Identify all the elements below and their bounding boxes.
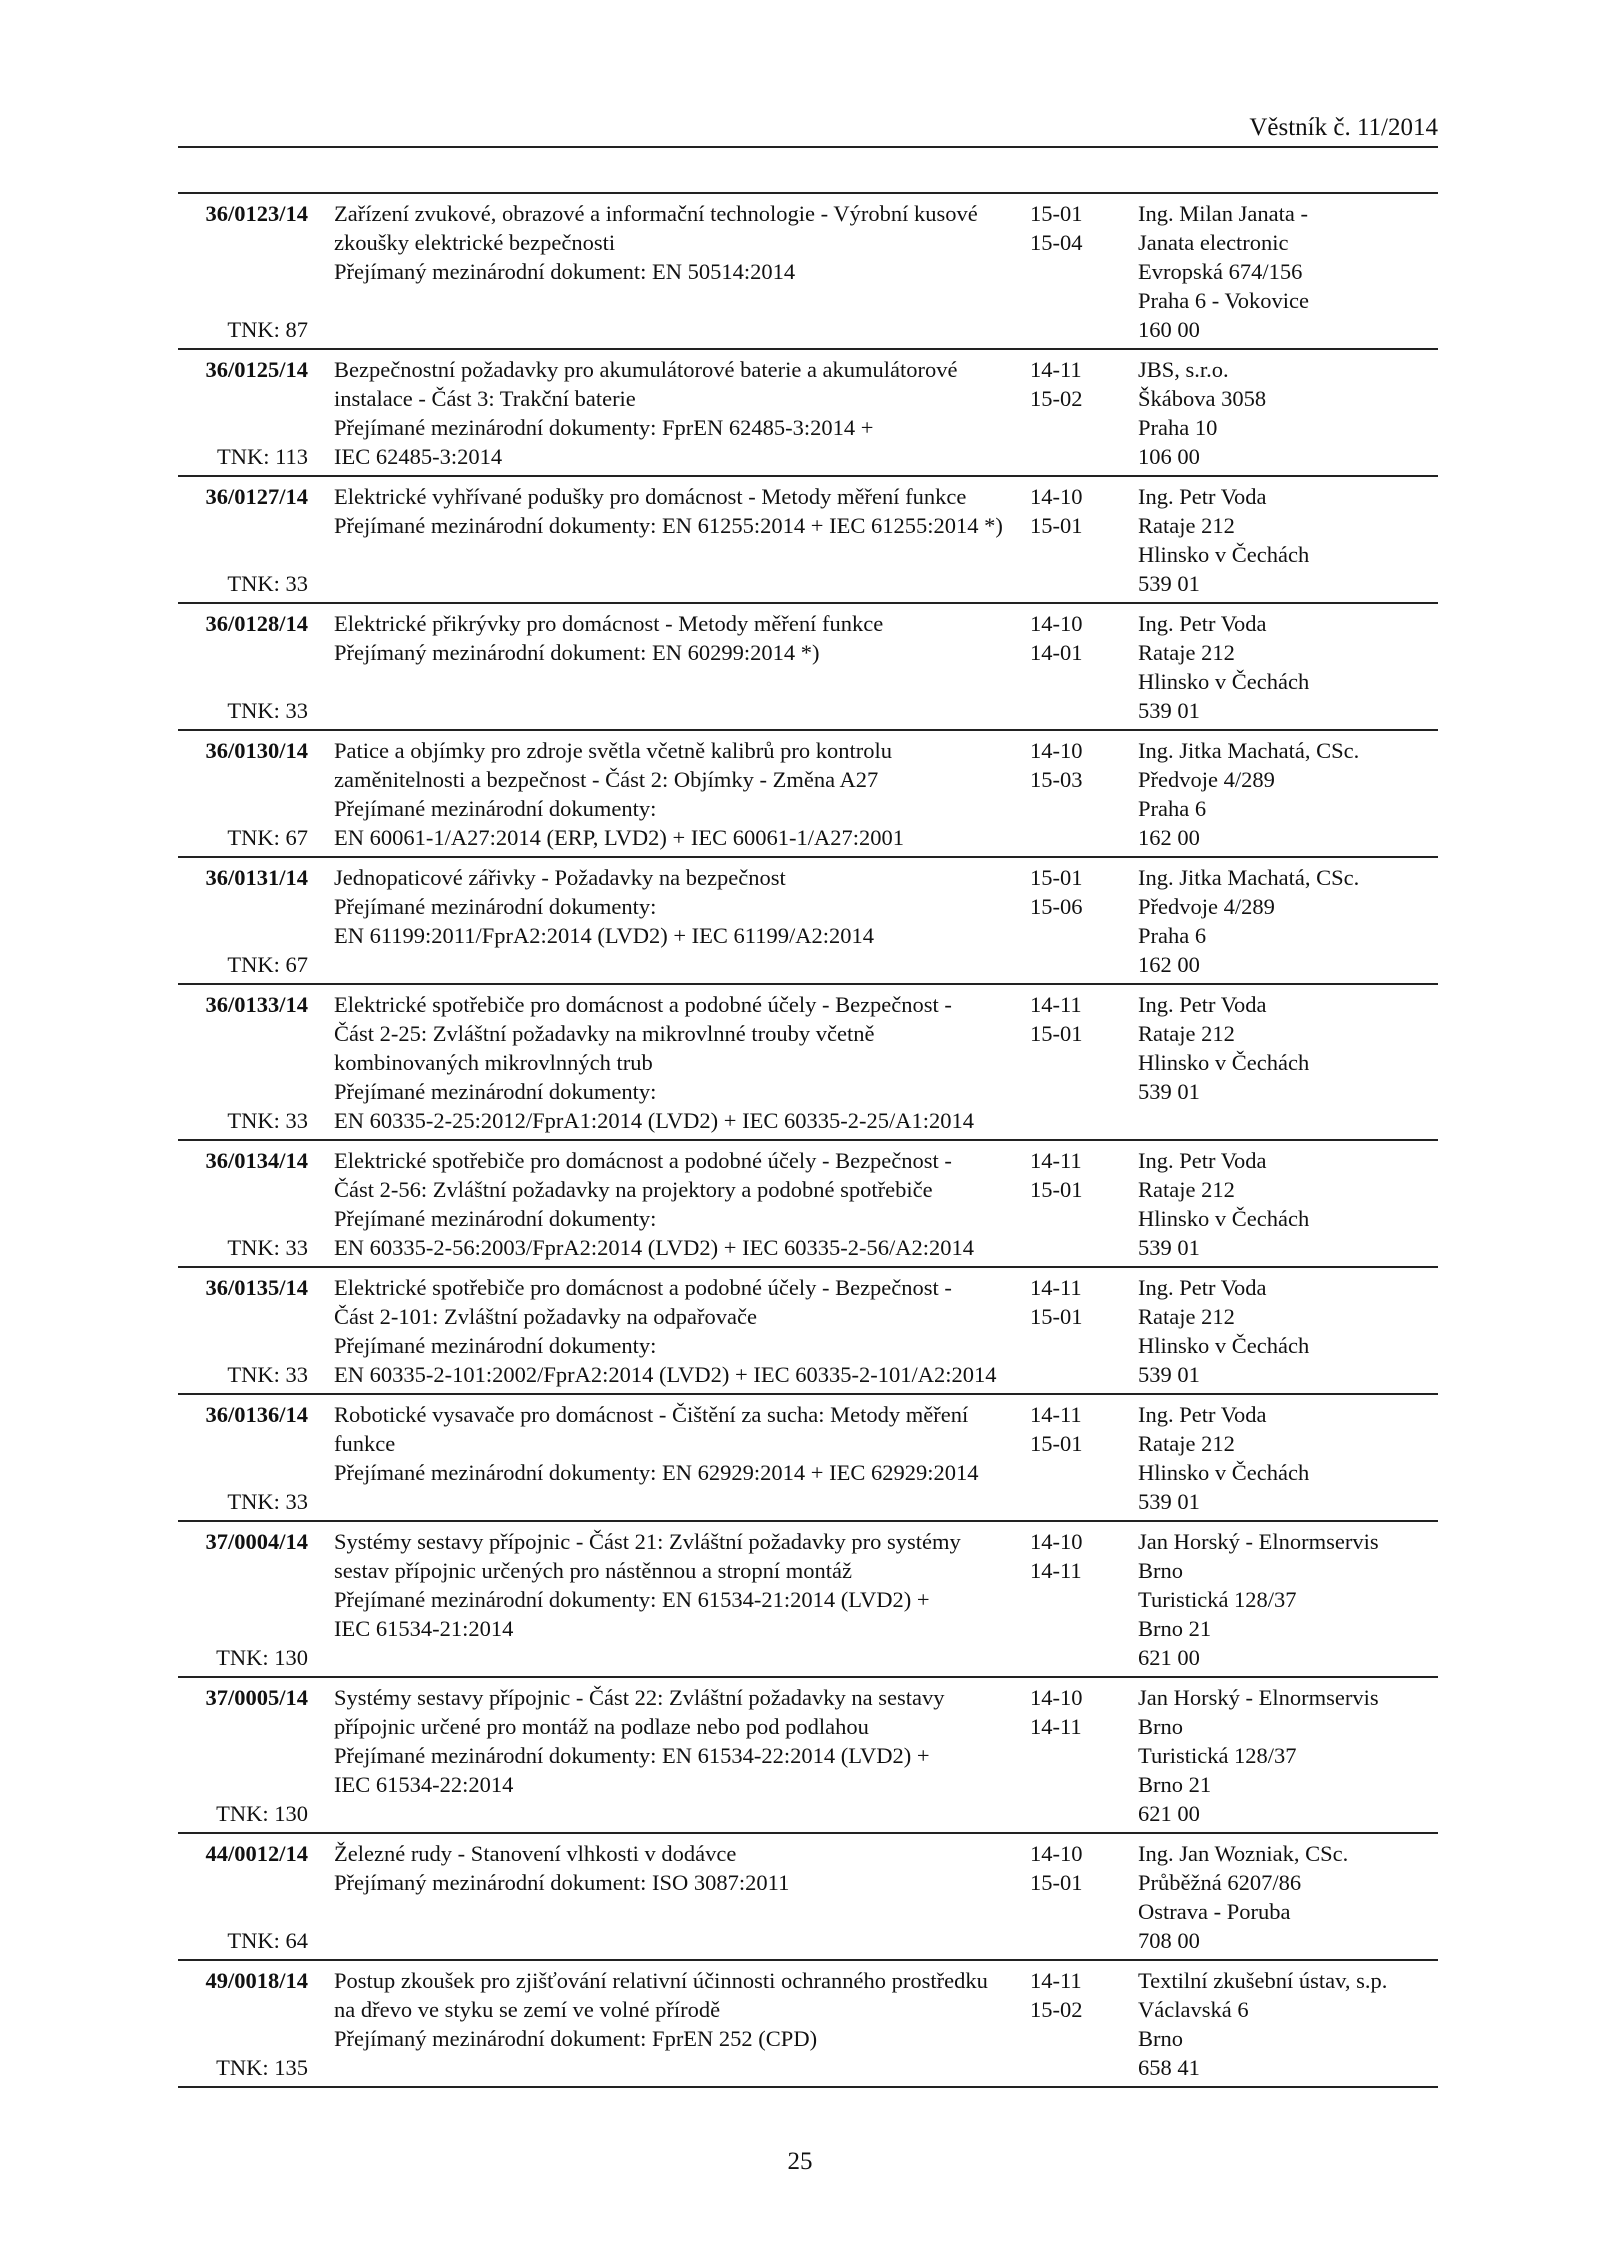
tnk-label: TNK: 64 (227, 1928, 308, 1953)
date-line: 15-01 (1030, 1870, 1083, 1895)
description-line: Patice a objímky pro zdroje světla včetně kalibrů pro kontrolu (334, 738, 892, 763)
description-cell (334, 1683, 1024, 1828)
description-line: zaměnitelnosti a bezpečnost - Část 2: Objímky - Změna A27 (334, 767, 879, 792)
date-line: 15-01 (1030, 865, 1083, 890)
date-line: 14-10 (1030, 738, 1083, 763)
standard-number: 36/0125/14 (205, 357, 308, 382)
date-line: 14-11 (1030, 1714, 1082, 1739)
table-row (178, 350, 1438, 477)
description-line: Přejímaný mezinárodní dokument: ISO 3087:2011 (334, 1870, 790, 1895)
tnk-label: TNK: 113 (216, 444, 308, 469)
standard-number: 36/0133/14 (205, 992, 308, 1017)
contact-line: Ing. Milan Janata - (1138, 201, 1308, 226)
description-line: Elektrické spotřebiče pro domácnost a podobné účely - Bezpečnost - (334, 1148, 952, 1173)
contact-cell (1138, 1527, 1438, 1672)
dates-cell (1030, 1683, 1120, 1828)
contact-cell (1138, 1683, 1438, 1828)
standard-id-cell (178, 609, 308, 725)
description-line: Přejímaný mezinárodní dokument: FprEN 252 (CPD) (334, 2026, 818, 2051)
description-line: Přejímané mezinárodní dokumenty: (334, 1206, 657, 1231)
description-line: sestav přípojnic určených pro nástěnnou a stropní montáž (334, 1558, 852, 1583)
tnk-label: TNK: 87 (227, 317, 308, 342)
page-header-title: Věstník č. 11/2014 (1249, 114, 1438, 141)
description-cell (334, 355, 1024, 471)
description-line: Železné rudy - Stanovení vlhkosti v dodávce (334, 1841, 737, 1866)
dates-cell (1030, 1146, 1120, 1262)
contact-line: Předvoje 4/289 (1138, 767, 1275, 792)
contact-line: Praha 6 (1138, 923, 1207, 948)
date-line: 14-01 (1030, 640, 1083, 665)
description-line: Robotické vysavače pro domácnost - Čištění za sucha: Metody měření (334, 1402, 969, 1427)
description-line: přípojnic určené pro montáž na podlaze nebo pod podlahou (334, 1714, 869, 1739)
description-line: Přejímané mezinárodní dokumenty: EN 61255:2014 + IEC 61255:2014 *) (334, 513, 1003, 538)
description-line: Přejímaný mezinárodní dokument: EN 60299:2014 *) (334, 640, 820, 665)
contact-line: Předvoje 4/289 (1138, 894, 1275, 919)
contact-line: 539 01 (1138, 1362, 1200, 1387)
standard-id-cell (178, 736, 308, 852)
description-line: Zařízení zvukové, obrazové a informační technologie - Výrobní kusové (334, 201, 978, 226)
dates-cell (1030, 863, 1120, 979)
table-row (178, 1268, 1438, 1395)
contact-line: Ostrava - Poruba (1138, 1899, 1291, 1924)
dates-cell (1030, 736, 1120, 852)
description-line: Část 2-101: Zvláštní požadavky na odpařovače (334, 1304, 757, 1329)
contact-line: 539 01 (1138, 1489, 1200, 1514)
contact-line: Rataje 212 (1138, 1021, 1235, 1046)
contact-line: Ing. Jitka Machatá, CSc. (1138, 738, 1360, 763)
description-line: Část 2-56: Zvláštní požadavky na projektory a podobné spotřebiče (334, 1177, 933, 1202)
contact-cell (1138, 736, 1438, 852)
standard-number: 36/0130/14 (205, 738, 308, 763)
standards-table (178, 192, 1438, 2088)
contact-line: Rataje 212 (1138, 1177, 1235, 1202)
description-line: Přejímané mezinárodní dokumenty: FprEN 62485-3:2014 + (334, 415, 874, 440)
contact-line: Brno 21 (1138, 1616, 1212, 1641)
contact-line: Hlinsko v Čechách (1138, 1206, 1310, 1231)
description-line: Elektrické spotřebiče pro domácnost a podobné účely - Bezpečnost - (334, 992, 952, 1017)
contact-cell (1138, 863, 1438, 979)
contact-cell (1138, 1839, 1438, 1955)
standard-id-cell (178, 1146, 308, 1262)
standard-id-cell (178, 1839, 308, 1955)
description-line: Přejímaný mezinárodní dokument: EN 50514:2014 (334, 259, 796, 284)
contact-line: Hlinsko v Čechách (1138, 1333, 1310, 1358)
contact-line: Janata electronic (1138, 230, 1289, 255)
description-cell (334, 1146, 1024, 1262)
contact-line: Hlinsko v Čechách (1138, 669, 1310, 694)
description-line: zkoušky elektrické bezpečnosti (334, 230, 616, 255)
date-line: 15-06 (1030, 894, 1083, 919)
date-line: 15-01 (1030, 1021, 1083, 1046)
standard-id-cell (178, 199, 308, 344)
contact-line: Brno (1138, 1558, 1183, 1583)
date-line: 15-01 (1030, 1304, 1083, 1329)
standard-number: 37/0004/14 (205, 1529, 308, 1554)
standard-number: 36/0128/14 (205, 611, 308, 636)
contact-line: Ing. Petr Voda (1138, 484, 1267, 509)
header-divider (178, 146, 1438, 148)
standard-id-cell (178, 1527, 308, 1672)
contact-line: Brno (1138, 1714, 1183, 1739)
contact-line: Jan Horský - Elnormservis (1138, 1529, 1379, 1554)
table-row (178, 1678, 1438, 1834)
contact-line: Hlinsko v Čechách (1138, 1050, 1310, 1075)
contact-line: Škábova 3058 (1138, 386, 1267, 411)
standard-id-cell (178, 1273, 308, 1389)
date-line: 14-11 (1030, 1402, 1082, 1427)
dates-cell (1030, 1966, 1120, 2082)
dates-cell (1030, 1527, 1120, 1672)
standard-id-cell (178, 1966, 308, 2082)
date-line: 14-11 (1030, 992, 1082, 1017)
description-cell (334, 1527, 1024, 1672)
dates-cell (1030, 355, 1120, 471)
standard-number: 36/0135/14 (205, 1275, 308, 1300)
contact-line: Průběžná 6207/86 (1138, 1870, 1302, 1895)
table-row (178, 1522, 1438, 1678)
contact-line: Ing. Petr Voda (1138, 1275, 1267, 1300)
description-line: Systémy sestavy přípojnic - Část 21: Zvláštní požadavky pro systémy (334, 1529, 961, 1554)
standard-number: 49/0018/14 (205, 1968, 308, 1993)
date-line: 14-10 (1030, 484, 1083, 509)
contact-line: Turistická 128/37 (1138, 1743, 1297, 1768)
description-line: Část 2-25: Zvláštní požadavky na mikrovlnné trouby včetně (334, 1021, 875, 1046)
contact-line: 106 00 (1138, 444, 1200, 469)
description-line: EN 60335-2-101:2002/FprA2:2014 (LVD2) + IEC 60335-2-101/A2:2014 (334, 1362, 997, 1387)
contact-line: Hlinsko v Čechách (1138, 542, 1310, 567)
description-line: EN 60335-2-56:2003/FprA2:2014 (LVD2) + IEC 60335-2-56/A2:2014 (334, 1235, 974, 1260)
description-line: Přejímané mezinárodní dokumenty: EN 62929:2014 + IEC 62929:2014 (334, 1460, 979, 1485)
date-line: 14-10 (1030, 1529, 1083, 1554)
description-cell (334, 863, 1024, 979)
description-line: instalace - Část 3: Trakční baterie (334, 386, 636, 411)
tnk-label: TNK: 33 (227, 1362, 308, 1387)
description-cell (334, 199, 1024, 344)
standard-number: 37/0005/14 (205, 1685, 308, 1710)
contact-line: 708 00 (1138, 1928, 1200, 1953)
contact-line: Ing. Petr Voda (1138, 611, 1267, 636)
table-row (178, 1834, 1438, 1961)
standard-number: 36/0136/14 (205, 1402, 308, 1427)
standard-id-cell (178, 482, 308, 598)
tnk-label: TNK: 130 (216, 1645, 308, 1670)
contact-line: Brno 21 (1138, 1772, 1212, 1797)
description-cell (334, 1400, 1024, 1516)
dates-cell (1030, 990, 1120, 1135)
description-line: Postup zkoušek pro zjišťování relativní účinnosti ochranného prostředku (334, 1968, 988, 1993)
date-line: 15-02 (1030, 1997, 1083, 2022)
contact-line: 621 00 (1138, 1645, 1200, 1670)
description-line: IEC 61534-22:2014 (334, 1772, 514, 1797)
description-cell (334, 482, 1024, 598)
contact-line: 539 01 (1138, 571, 1200, 596)
tnk-label: TNK: 33 (227, 1235, 308, 1260)
standard-number: 36/0123/14 (205, 201, 308, 226)
description-line: na dřevo ve styku se zemí ve volné přírodě (334, 1997, 721, 2022)
description-line: Přejímané mezinárodní dokumenty: EN 61534-21:2014 (LVD2) + (334, 1587, 930, 1612)
dates-cell (1030, 199, 1120, 344)
date-line: 14-11 (1030, 1148, 1082, 1173)
standard-id-cell (178, 990, 308, 1135)
contact-line: 162 00 (1138, 825, 1200, 850)
contact-cell (1138, 1146, 1438, 1262)
contact-cell (1138, 1400, 1438, 1516)
description-line: kombinovaných mikrovlnných trub (334, 1050, 653, 1075)
table-row (178, 985, 1438, 1141)
contact-line: 539 01 (1138, 698, 1200, 723)
dates-cell (1030, 1839, 1120, 1955)
description-cell (334, 1966, 1024, 2082)
tnk-label: TNK: 33 (227, 571, 308, 596)
contact-line: Rataje 212 (1138, 1431, 1235, 1456)
date-line: 14-11 (1030, 1558, 1082, 1583)
contact-line: Jan Horský - Elnormservis (1138, 1685, 1379, 1710)
contact-line: Praha 6 - Vokovice (1138, 288, 1310, 313)
date-line: 14-11 (1030, 357, 1082, 382)
description-line: Elektrické přikrývky pro domácnost - Metody měření funkce (334, 611, 884, 636)
date-line: 15-01 (1030, 1431, 1083, 1456)
contact-line: Ing. Jitka Machatá, CSc. (1138, 865, 1360, 890)
description-line: EN 60335-2-25:2012/FprA1:2014 (LVD2) + IEC 60335-2-25/A1:2014 (334, 1108, 974, 1133)
contact-cell (1138, 199, 1438, 344)
page-number: 25 (787, 2148, 813, 2175)
contact-line: Ing. Petr Voda (1138, 992, 1267, 1017)
contact-cell (1138, 1966, 1438, 2082)
date-line: 15-01 (1030, 513, 1083, 538)
contact-cell (1138, 990, 1438, 1135)
description-line: EN 60061-1/A27:2014 (ERP, LVD2) + IEC 60061-1/A27:2001 (334, 825, 904, 850)
description-line: Bezpečnostní požadavky pro akumulátorové baterie a akumulátorové (334, 357, 958, 382)
description-line: Přejímané mezinárodní dokumenty: (334, 1333, 657, 1358)
tnk-label: TNK: 33 (227, 1108, 308, 1133)
tnk-label: TNK: 135 (216, 2055, 308, 2080)
description-line: IEC 61534-21:2014 (334, 1616, 514, 1641)
tnk-label: TNK: 33 (227, 698, 308, 723)
description-line: Elektrické vyhřívané podušky pro domácnost - Metody měření funkce (334, 484, 967, 509)
contact-line: JBS, s.r.o. (1138, 357, 1229, 382)
description-line: Jednopaticové zářivky - Požadavky na bezpečnost (334, 865, 786, 890)
description-line: Přejímané mezinárodní dokumenty: (334, 796, 657, 821)
contact-line: Textilní zkušební ústav, s.p. (1138, 1968, 1388, 1993)
table-row (178, 1141, 1438, 1268)
description-line: Elektrické spotřebiče pro domácnost a podobné účely - Bezpečnost - (334, 1275, 952, 1300)
standard-id-cell (178, 1683, 308, 1828)
contact-line: Turistická 128/37 (1138, 1587, 1297, 1612)
dates-cell (1030, 1273, 1120, 1389)
description-line: Přejímané mezinárodní dokumenty: (334, 894, 657, 919)
standard-number: 36/0134/14 (205, 1148, 308, 1173)
description-cell (334, 990, 1024, 1135)
contact-line: Václavská 6 (1138, 1997, 1249, 2022)
dates-cell (1030, 482, 1120, 598)
date-line: 14-11 (1030, 1275, 1082, 1300)
description-cell (334, 609, 1024, 725)
date-line: 14-11 (1030, 1968, 1082, 1993)
standard-number: 36/0127/14 (205, 484, 308, 509)
description-line: Přejímané mezinárodní dokumenty: EN 61534-22:2014 (LVD2) + (334, 1743, 930, 1768)
tnk-label: TNK: 130 (216, 1801, 308, 1826)
contact-line: 658 41 (1138, 2055, 1200, 2080)
description-line: IEC 62485-3:2014 (334, 444, 503, 469)
contact-line: Evropská 674/156 (1138, 259, 1303, 284)
dates-cell (1030, 609, 1120, 725)
contact-line: 621 00 (1138, 1801, 1200, 1826)
contact-line: 539 01 (1138, 1235, 1200, 1260)
date-line: 15-01 (1030, 201, 1083, 226)
description-cell (334, 1273, 1024, 1389)
table-row (178, 1395, 1438, 1522)
standard-id-cell (178, 355, 308, 471)
table-row (178, 731, 1438, 858)
date-line: 15-02 (1030, 386, 1083, 411)
standard-number: 36/0131/14 (205, 865, 308, 890)
contact-cell (1138, 609, 1438, 725)
description-line: EN 61199:2011/FprA2:2014 (LVD2) + IEC 61199/A2:2014 (334, 923, 874, 948)
contact-line: 539 01 (1138, 1079, 1200, 1104)
tnk-label: TNK: 33 (227, 1489, 308, 1514)
contact-line: Brno (1138, 2026, 1183, 2051)
contact-line: 160 00 (1138, 317, 1200, 342)
description-cell (334, 1839, 1024, 1955)
dates-cell (1030, 1400, 1120, 1516)
table-row (178, 1961, 1438, 2088)
description-line: Přejímané mezinárodní dokumenty: (334, 1079, 657, 1104)
date-line: 14-10 (1030, 1685, 1083, 1710)
date-line: 15-04 (1030, 230, 1083, 255)
contact-line: Rataje 212 (1138, 513, 1235, 538)
contact-line: Ing. Petr Voda (1138, 1148, 1267, 1173)
table-row (178, 604, 1438, 731)
contact-line: Hlinsko v Čechách (1138, 1460, 1310, 1485)
date-line: 14-10 (1030, 611, 1083, 636)
standard-id-cell (178, 863, 308, 979)
contact-cell (1138, 1273, 1438, 1389)
date-line: 15-03 (1030, 767, 1083, 792)
contact-line: Praha 6 (1138, 796, 1207, 821)
contact-line: Ing. Petr Voda (1138, 1402, 1267, 1427)
description-line: funkce (334, 1431, 396, 1456)
standard-id-cell (178, 1400, 308, 1516)
contact-line: Praha 10 (1138, 415, 1218, 440)
standard-number: 44/0012/14 (205, 1841, 308, 1866)
table-row (178, 477, 1438, 604)
contact-cell (1138, 355, 1438, 471)
description-line: Systémy sestavy přípojnic - Část 22: Zvláštní požadavky na sestavy (334, 1685, 945, 1710)
table-row (178, 858, 1438, 985)
contact-cell (1138, 482, 1438, 598)
date-line: 14-10 (1030, 1841, 1083, 1866)
table-row (178, 194, 1438, 350)
tnk-label: TNK: 67 (227, 952, 308, 977)
contact-line: Rataje 212 (1138, 1304, 1235, 1329)
contact-line: Rataje 212 (1138, 640, 1235, 665)
date-line: 15-01 (1030, 1177, 1083, 1202)
contact-line: Ing. Jan Wozniak, CSc. (1138, 1841, 1349, 1866)
contact-line: 162 00 (1138, 952, 1200, 977)
tnk-label: TNK: 67 (227, 825, 308, 850)
description-cell (334, 736, 1024, 852)
